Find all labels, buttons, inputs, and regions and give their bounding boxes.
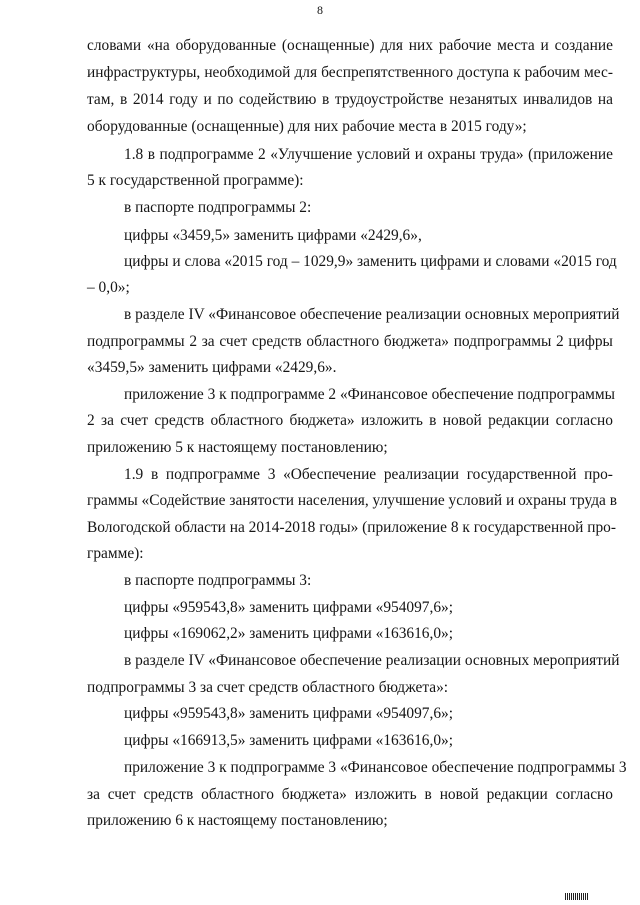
text-line: приложению 6 к настоящему постановлению; bbox=[87, 812, 388, 829]
text-line: словами «на оборудованные (оснащенные) для них рабочие места и создание bbox=[87, 37, 613, 54]
text-line: цифры «959543,8» заменить цифрами «954097,6»; bbox=[124, 599, 454, 616]
text-line: в паспорте подпрограммы 2: bbox=[124, 199, 312, 216]
text-line: приложение 3 к подпрограмме 3 «Финансовое обеспечение подпрограммы 3 bbox=[124, 759, 627, 776]
text-line: цифры «959543,8» заменить цифрами «954097,6»; bbox=[124, 705, 454, 722]
scan-mark bbox=[565, 893, 589, 900]
text-line: приложению 5 к настоящему постановлению; bbox=[87, 439, 388, 456]
text-line: в паспорте подпрограммы 3: bbox=[124, 572, 312, 589]
text-line: цифры «166913,5» заменить цифрами «163616,0»; bbox=[124, 732, 454, 749]
text-line: за счет средств областного бюджета» изложить в новой редакции согласно bbox=[87, 786, 613, 803]
text-line: приложение 3 к подпрограмме 2 «Финансовое обеспечение подпрограммы bbox=[124, 386, 615, 403]
text-line: оборудованные (оснащенные) для них рабочие места в 2015 году»; bbox=[87, 118, 527, 135]
text-line: цифры «3459,5» заменить цифрами «2429,6», bbox=[124, 227, 422, 244]
text-line: там, в 2014 году и по содействию в трудоустройстве незанятых инвалидов на bbox=[87, 91, 613, 108]
text-line: цифры и слова «2015 год – 1029,9» заменить цифрами и словами «2015 год bbox=[124, 253, 617, 270]
text-line: Вологодской области на 2014-2018 годы» (приложение 8 к государственной про- bbox=[87, 519, 617, 536]
text-line: – 0,0»; bbox=[87, 279, 130, 296]
text-line: 1.8 в подпрограмме 2 «Улучшение условий и охраны труда» (приложение bbox=[124, 146, 613, 163]
text-line: 2 за счет средств областного бюджета» изложить в новой редакции согласно bbox=[87, 412, 613, 429]
text-line: 5 к государственной программе): bbox=[87, 172, 304, 189]
text-line: «3459,5» заменить цифрами «2429,6». bbox=[87, 359, 337, 376]
text-line: цифры «169062,2» заменить цифрами «163616,0»; bbox=[124, 625, 454, 642]
text-line: инфраструктуры, необходимой для беспрепятственного доступа к рабочим мес- bbox=[87, 64, 613, 81]
text-line: грамме): bbox=[87, 545, 144, 562]
page-number: 8 bbox=[317, 3, 323, 17]
text-line: в разделе IV «Финансовое обеспечение реализации основных мероприятий bbox=[124, 652, 620, 669]
text-line: подпрограммы 3 за счет средств областного бюджета»: bbox=[87, 679, 449, 696]
text-line: 1.9 в подпрограмме 3 «Обеспечение реализации государственной про- bbox=[124, 466, 613, 483]
text-line: граммы «Содействие занятости населения, улучшение условий и охраны труда в bbox=[87, 492, 618, 509]
text-line: в разделе IV «Финансовое обеспечение реализации основных мероприятий bbox=[124, 306, 620, 323]
text-line: подпрограммы 2 за счет средств областного бюджета» подпрограммы 2 цифры bbox=[87, 333, 613, 350]
